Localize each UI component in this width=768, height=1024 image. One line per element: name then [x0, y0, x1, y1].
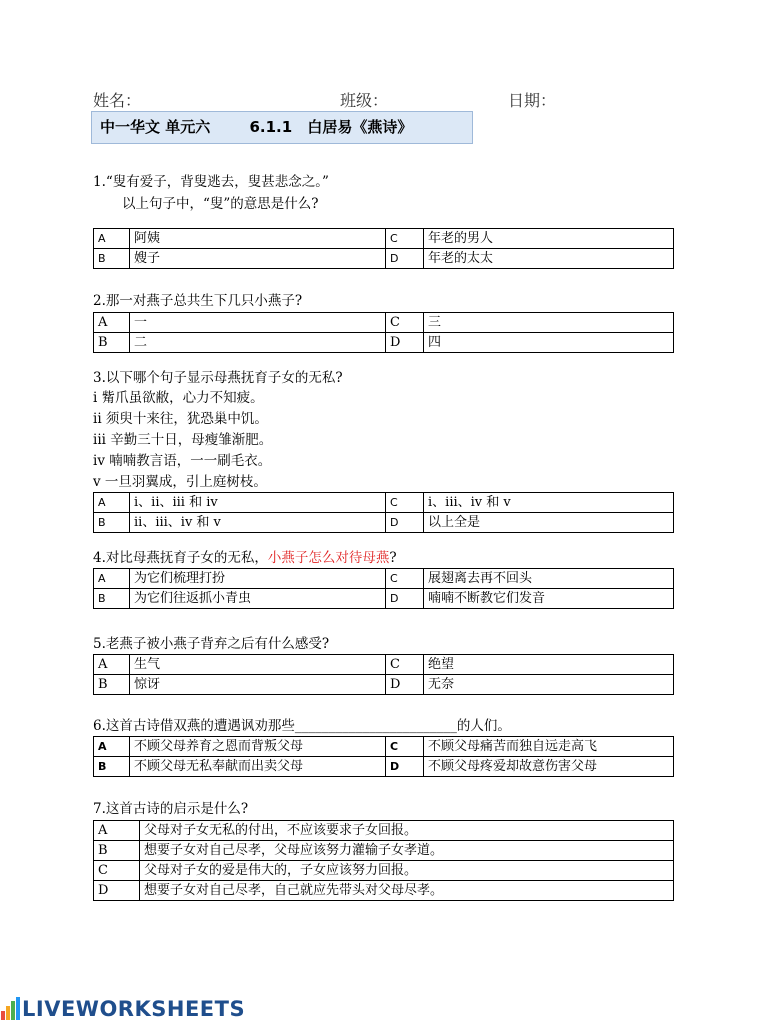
- question-3-text: 3.以下哪个句子显示母燕抚育子女的无私?: [93, 370, 343, 386]
- date-label: 日期：: [508, 91, 557, 110]
- poem-line: ii 须臾十来往，犹恐巢中饥。: [93, 411, 268, 427]
- option-key: D: [386, 675, 424, 695]
- option-d[interactable]: 不顾父母疼爱却故意伤害父母: [424, 757, 674, 777]
- poem-line: iv 喃喃教言语，一一刷毛衣。: [93, 453, 272, 469]
- question-4-highlight: 小燕子怎么对待母燕: [267, 550, 390, 566]
- option-row: [94, 513, 674, 533]
- option-key: D: [386, 513, 424, 533]
- question-4-text-c: ?: [389, 550, 397, 566]
- option-key: D: [386, 589, 424, 609]
- option-b[interactable]: 二: [130, 333, 386, 353]
- question-5-options: [93, 654, 674, 695]
- liveworksheets-logo-text: LIVEWORKSHEETS: [22, 997, 246, 1021]
- option-a[interactable]: 阿姨: [130, 229, 386, 249]
- title-section: 6.1.1: [249, 118, 293, 136]
- option-key: B: [94, 513, 130, 533]
- option-row: [94, 313, 674, 333]
- option-key: A: [94, 821, 140, 841]
- option-key: D: [386, 333, 424, 353]
- option-key: A: [94, 229, 130, 249]
- option-key: B: [94, 675, 130, 695]
- option-key: B: [94, 333, 130, 353]
- option-row: [94, 655, 674, 675]
- option-row: [94, 229, 674, 249]
- option-key: D: [94, 881, 140, 901]
- title-poem: 白居易《燕诗》: [307, 118, 413, 136]
- option-b[interactable]: 不顾父母无私奉献而出卖父母: [130, 757, 386, 777]
- question-2-text: 2.那一对燕子总共生下几只小燕子?: [93, 293, 303, 309]
- option-row: [94, 333, 674, 353]
- question-5-text: 5.老燕子被小燕子背弃之后有什么感受?: [93, 636, 330, 652]
- question-4-text: [93, 548, 397, 568]
- option-key: C: [94, 861, 140, 881]
- option-a[interactable]: 不顾父母养育之恩而背叛父母: [130, 737, 386, 757]
- option-d[interactable]: 以上全是: [424, 513, 674, 533]
- option-row: [94, 569, 674, 589]
- option-d[interactable]: 想要子女对自己尽孝，自己就应先带头对父母尽孝。: [140, 881, 674, 901]
- option-key: C: [386, 313, 424, 333]
- question-1-subtext: 以上句子中，“叟”的意思是什么?: [122, 196, 319, 212]
- option-row: [94, 861, 674, 881]
- option-a[interactable]: 为它们梳理打扮: [130, 569, 386, 589]
- option-b[interactable]: 想要子女对自己尽孝，父母应该努力灌输子女孝道。: [140, 841, 674, 861]
- liveworksheets-logo-icon: [0, 997, 22, 1021]
- option-b[interactable]: 为它们往返抓小青虫: [130, 589, 386, 609]
- option-row: [94, 737, 674, 757]
- question-1-text: 1.“叟有爱子，背叟逃去，叟甚悲念之。”: [93, 174, 329, 190]
- title-course: 中一华文 单元六: [100, 118, 211, 136]
- option-key: A: [94, 655, 130, 675]
- liveworksheets-logo: [0, 996, 245, 1022]
- option-d[interactable]: 无奈: [424, 675, 674, 695]
- option-key: A: [94, 313, 130, 333]
- question-1-options: [93, 228, 674, 269]
- option-key: A: [94, 569, 130, 589]
- option-key: B: [94, 757, 130, 777]
- question-4-text-a: 4.对比母燕抚育子女的无私，: [93, 550, 268, 566]
- option-key: B: [94, 841, 140, 861]
- question-7-options: [93, 820, 674, 901]
- option-d[interactable]: 喃喃不断教它们发音: [424, 589, 674, 609]
- option-a[interactable]: 生气: [130, 655, 386, 675]
- option-c[interactable]: 父母对子女的爱是伟大的，子女应该努力回报。: [140, 861, 674, 881]
- option-b[interactable]: ii、iii、iv 和 v: [130, 513, 386, 533]
- option-key: B: [94, 249, 130, 269]
- poem-line: iii 辛勤三十日，母瘦雏渐肥。: [93, 432, 273, 448]
- option-key: A: [94, 737, 130, 757]
- option-key: C: [386, 655, 424, 675]
- option-key: C: [386, 229, 424, 249]
- option-c[interactable]: i、iii、iv 和 v: [424, 493, 674, 513]
- question-6-text: 6.这首古诗借双燕的遭遇讽劝那些________________________的人们。: [93, 718, 511, 734]
- name-label: 姓名：: [93, 91, 142, 110]
- option-c[interactable]: 展翅离去再不回头: [424, 569, 674, 589]
- option-row: [94, 675, 674, 695]
- option-row: [94, 757, 674, 777]
- option-row: [94, 589, 674, 609]
- option-key: B: [94, 589, 130, 609]
- option-row: [94, 493, 674, 513]
- question-6-options: [93, 736, 674, 777]
- option-a[interactable]: i、ii、iii 和 iv: [130, 493, 386, 513]
- option-key: D: [386, 757, 424, 777]
- option-key: D: [386, 249, 424, 269]
- question-4-options: [93, 568, 674, 609]
- option-key: C: [386, 569, 424, 589]
- poem-line: i 觜爪虽欲敝，心力不知疲。: [93, 390, 264, 406]
- option-d[interactable]: 年老的太太: [424, 249, 674, 269]
- option-key: A: [94, 493, 130, 513]
- option-row: [94, 821, 674, 841]
- question-2-options: [93, 312, 674, 353]
- option-a[interactable]: 父母对子女无私的付出，不应该要求子女回报。: [140, 821, 674, 841]
- poem-line: v 一旦羽翼成，引上庭树枝。: [93, 474, 267, 490]
- question-7-text: 7.这首古诗的启示是什么?: [93, 801, 249, 817]
- option-c[interactable]: 三: [424, 313, 674, 333]
- option-key: C: [386, 493, 424, 513]
- question-3-options: [93, 492, 674, 533]
- option-c[interactable]: 不顾父母痛苦而独自远走高飞: [424, 737, 674, 757]
- option-b[interactable]: 嫂子: [130, 249, 386, 269]
- option-c[interactable]: 绝望: [424, 655, 674, 675]
- option-c[interactable]: 年老的男人: [424, 229, 674, 249]
- option-b[interactable]: 惊讶: [130, 675, 386, 695]
- option-row: [94, 841, 674, 861]
- option-a[interactable]: 一: [130, 313, 386, 333]
- option-row: [94, 881, 674, 901]
- worksheet-title: [91, 111, 473, 144]
- option-key: C: [386, 737, 424, 757]
- option-row: [94, 249, 674, 269]
- option-d[interactable]: 四: [424, 333, 674, 353]
- class-label: 班级：: [340, 91, 389, 110]
